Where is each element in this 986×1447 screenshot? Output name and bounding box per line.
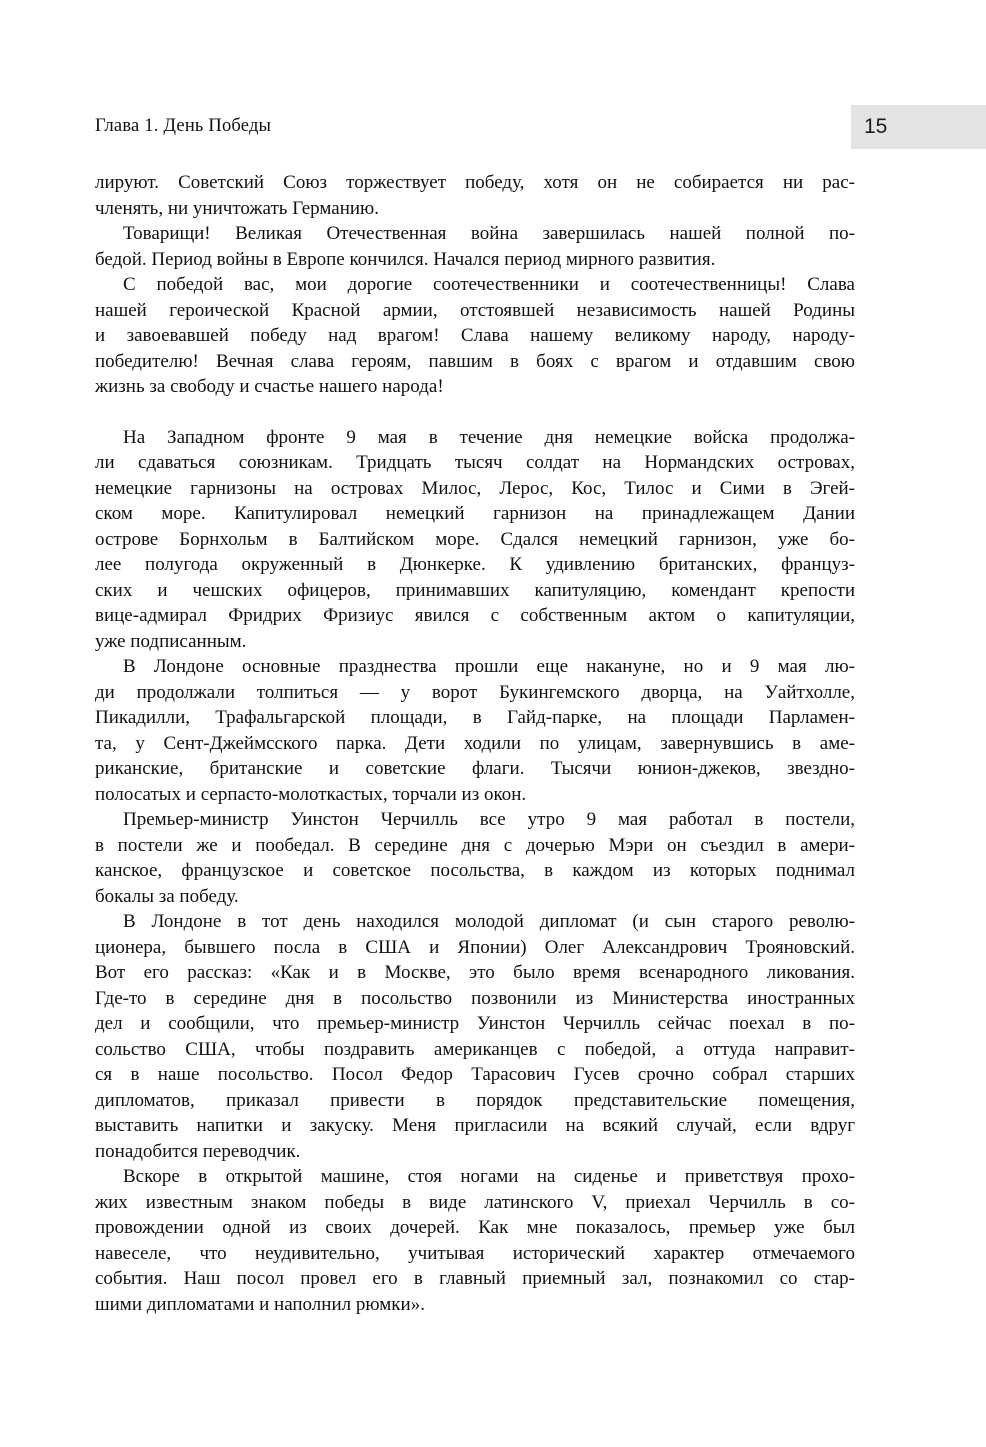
page-number-badge [851, 105, 986, 149]
text-line: бокалы за победу. [95, 885, 239, 907]
text-line: лируют. Советский Союз торжествует победу, хотя он не собирается ни рас- [95, 172, 855, 193]
text-line: ли сдаваться союзникам. Тридцать тысяч солдат на Нормандских островах, [95, 452, 855, 473]
text-line: бедой. Период войны в Европе кончился. Начался период мирного развития. [95, 248, 716, 270]
paragraph [95, 654, 855, 807]
text-line: острове Борнхольм в Балтийском море. Сдался немецкий гарнизон, уже бо- [95, 528, 855, 550]
text-line: в постели же и пообедал. В середине дня с дочерью Мэри он съездил в амери- [95, 834, 855, 856]
text-line: победителю! Вечная слава героям, павшим в боях с врагом и отдавшим свою [95, 350, 855, 372]
text-line: выставить напитки и закуску. Меня пригласили на всякий случай, если вдруг [95, 1115, 855, 1136]
text-line: лее полугода окруженный в Дюнкерке. К удивлению британских, француз- [95, 554, 855, 575]
text-line: дипломатов, приказал привести в порядок представительские помещения, [95, 1089, 855, 1111]
text-line: ся в наше посольство. Посол Федор Тарасович Гусев срочно собрал старших [95, 1064, 855, 1085]
text-line: шими дипломатами и наполнил рюмки». [95, 1293, 425, 1315]
text-line: дел и сообщили, что премьер-министр Уинстон Черчилль сейчас поехал в по- [95, 1013, 855, 1034]
paragraph [95, 909, 855, 1164]
text-line: понадобится переводчик. [95, 1140, 301, 1162]
text-line: вице-адмирал Фридрих Фризиус явился с собственным актом о капитуляции, [95, 605, 855, 626]
text-line: Вот его рассказ: «Как и в Москве, это было время всенародного ликования. [95, 962, 855, 983]
text-line: полосатых и серпасто-молоткастых, торчали из окон. [95, 783, 527, 805]
text-line: жизнь за свободу и счастье нашего народа! [95, 376, 444, 397]
text-line: ском море. Капитулировал немецкий гарнизон на принадлежащем Дании [95, 503, 855, 524]
text-line: ди продолжали толпиться — у ворот Букингемского дворца, на Уайтхолле, [95, 681, 855, 703]
paragraph [95, 272, 855, 400]
paragraph [95, 170, 855, 221]
text-line: ционера, бывшего посла в США и Японии) Олег Александрович Трояновский. [95, 936, 855, 958]
text-line: и завоевавшей победу над врагом! Слава нашему великому народу, народу- [95, 325, 855, 346]
text-line: сольство США, чтобы поздравить американцев с победой, а оттуда направит- [95, 1038, 855, 1060]
text-line: жих известным знаком победы в виде латинского V, приехал Черчилль в со- [95, 1191, 855, 1213]
text-line: риканские, британские и советские флаги. Тысячи юнион-джеков, звездно- [95, 758, 855, 779]
text-line: Пикадилли, Трафальгарской площади, в Гайд-парке, на площади Парламен- [95, 707, 855, 728]
text-line: Премьер-министр Уинстон Черчилль все утро 9 мая работал в постели, [123, 809, 855, 830]
text-line: канское, французское и советское посольства, в каждом из которых поднимал [95, 860, 855, 881]
paragraph [95, 221, 855, 272]
page-body-text [95, 170, 855, 1317]
text-line: события. Наш посол провел его в главный приемный зал, познакомил со стар- [95, 1268, 855, 1289]
text-line: провождении одной из своих дочерей. Как мне показалось, премьер уже был [95, 1217, 855, 1238]
paragraph [95, 1164, 855, 1317]
text-line: немецкие гарнизоны на островах Милос, Лерос, Кос, Тилос и Сими в Эгей- [95, 477, 855, 499]
text-line: В Лондоне основные празднества прошли еще накануне, но и 9 мая лю- [123, 656, 855, 677]
text-line: та, у Сент-Джеймсского парка. Дети ходили по улицам, завернувшись в аме- [95, 732, 855, 754]
text-line: уже подписанным. [95, 630, 247, 652]
paragraph [95, 807, 855, 909]
text-line: На Западном фронте 9 мая в течение дня немецкие войска продолжа- [123, 426, 855, 448]
running-header-title: Глава 1. День Победы [95, 116, 272, 136]
page-number: 15 [864, 115, 888, 138]
paragraph [95, 425, 855, 655]
text-line: Товарищи! Великая Отечественная война завершилась нашей полной по- [123, 223, 855, 244]
text-line: членять, ни уничтожать Германию. [95, 197, 379, 219]
text-line: нашей героической Красной армии, отстоявшей независимость нашей Родины [95, 299, 855, 321]
text-line: навеселе, что неудивительно, учитывая исторический характер отмечаемого [95, 1242, 855, 1264]
text-line: Где-то в середине дня в посольство позвонили из Министерства иностранных [95, 987, 855, 1009]
text-line: В Лондоне в тот день находился молодой дипломат (и сын старого револю- [123, 911, 855, 932]
text-line: С победой вас, мои дорогие соотечественники и соотечественницы! Слава [123, 274, 855, 295]
text-line: ских и чешских офицеров, принимавших капитуляцию, комендант крепости [95, 579, 855, 601]
text-line: Вскоре в открытой машине, стоя ногами на сиденье и приветствуя прохо- [123, 1166, 855, 1187]
